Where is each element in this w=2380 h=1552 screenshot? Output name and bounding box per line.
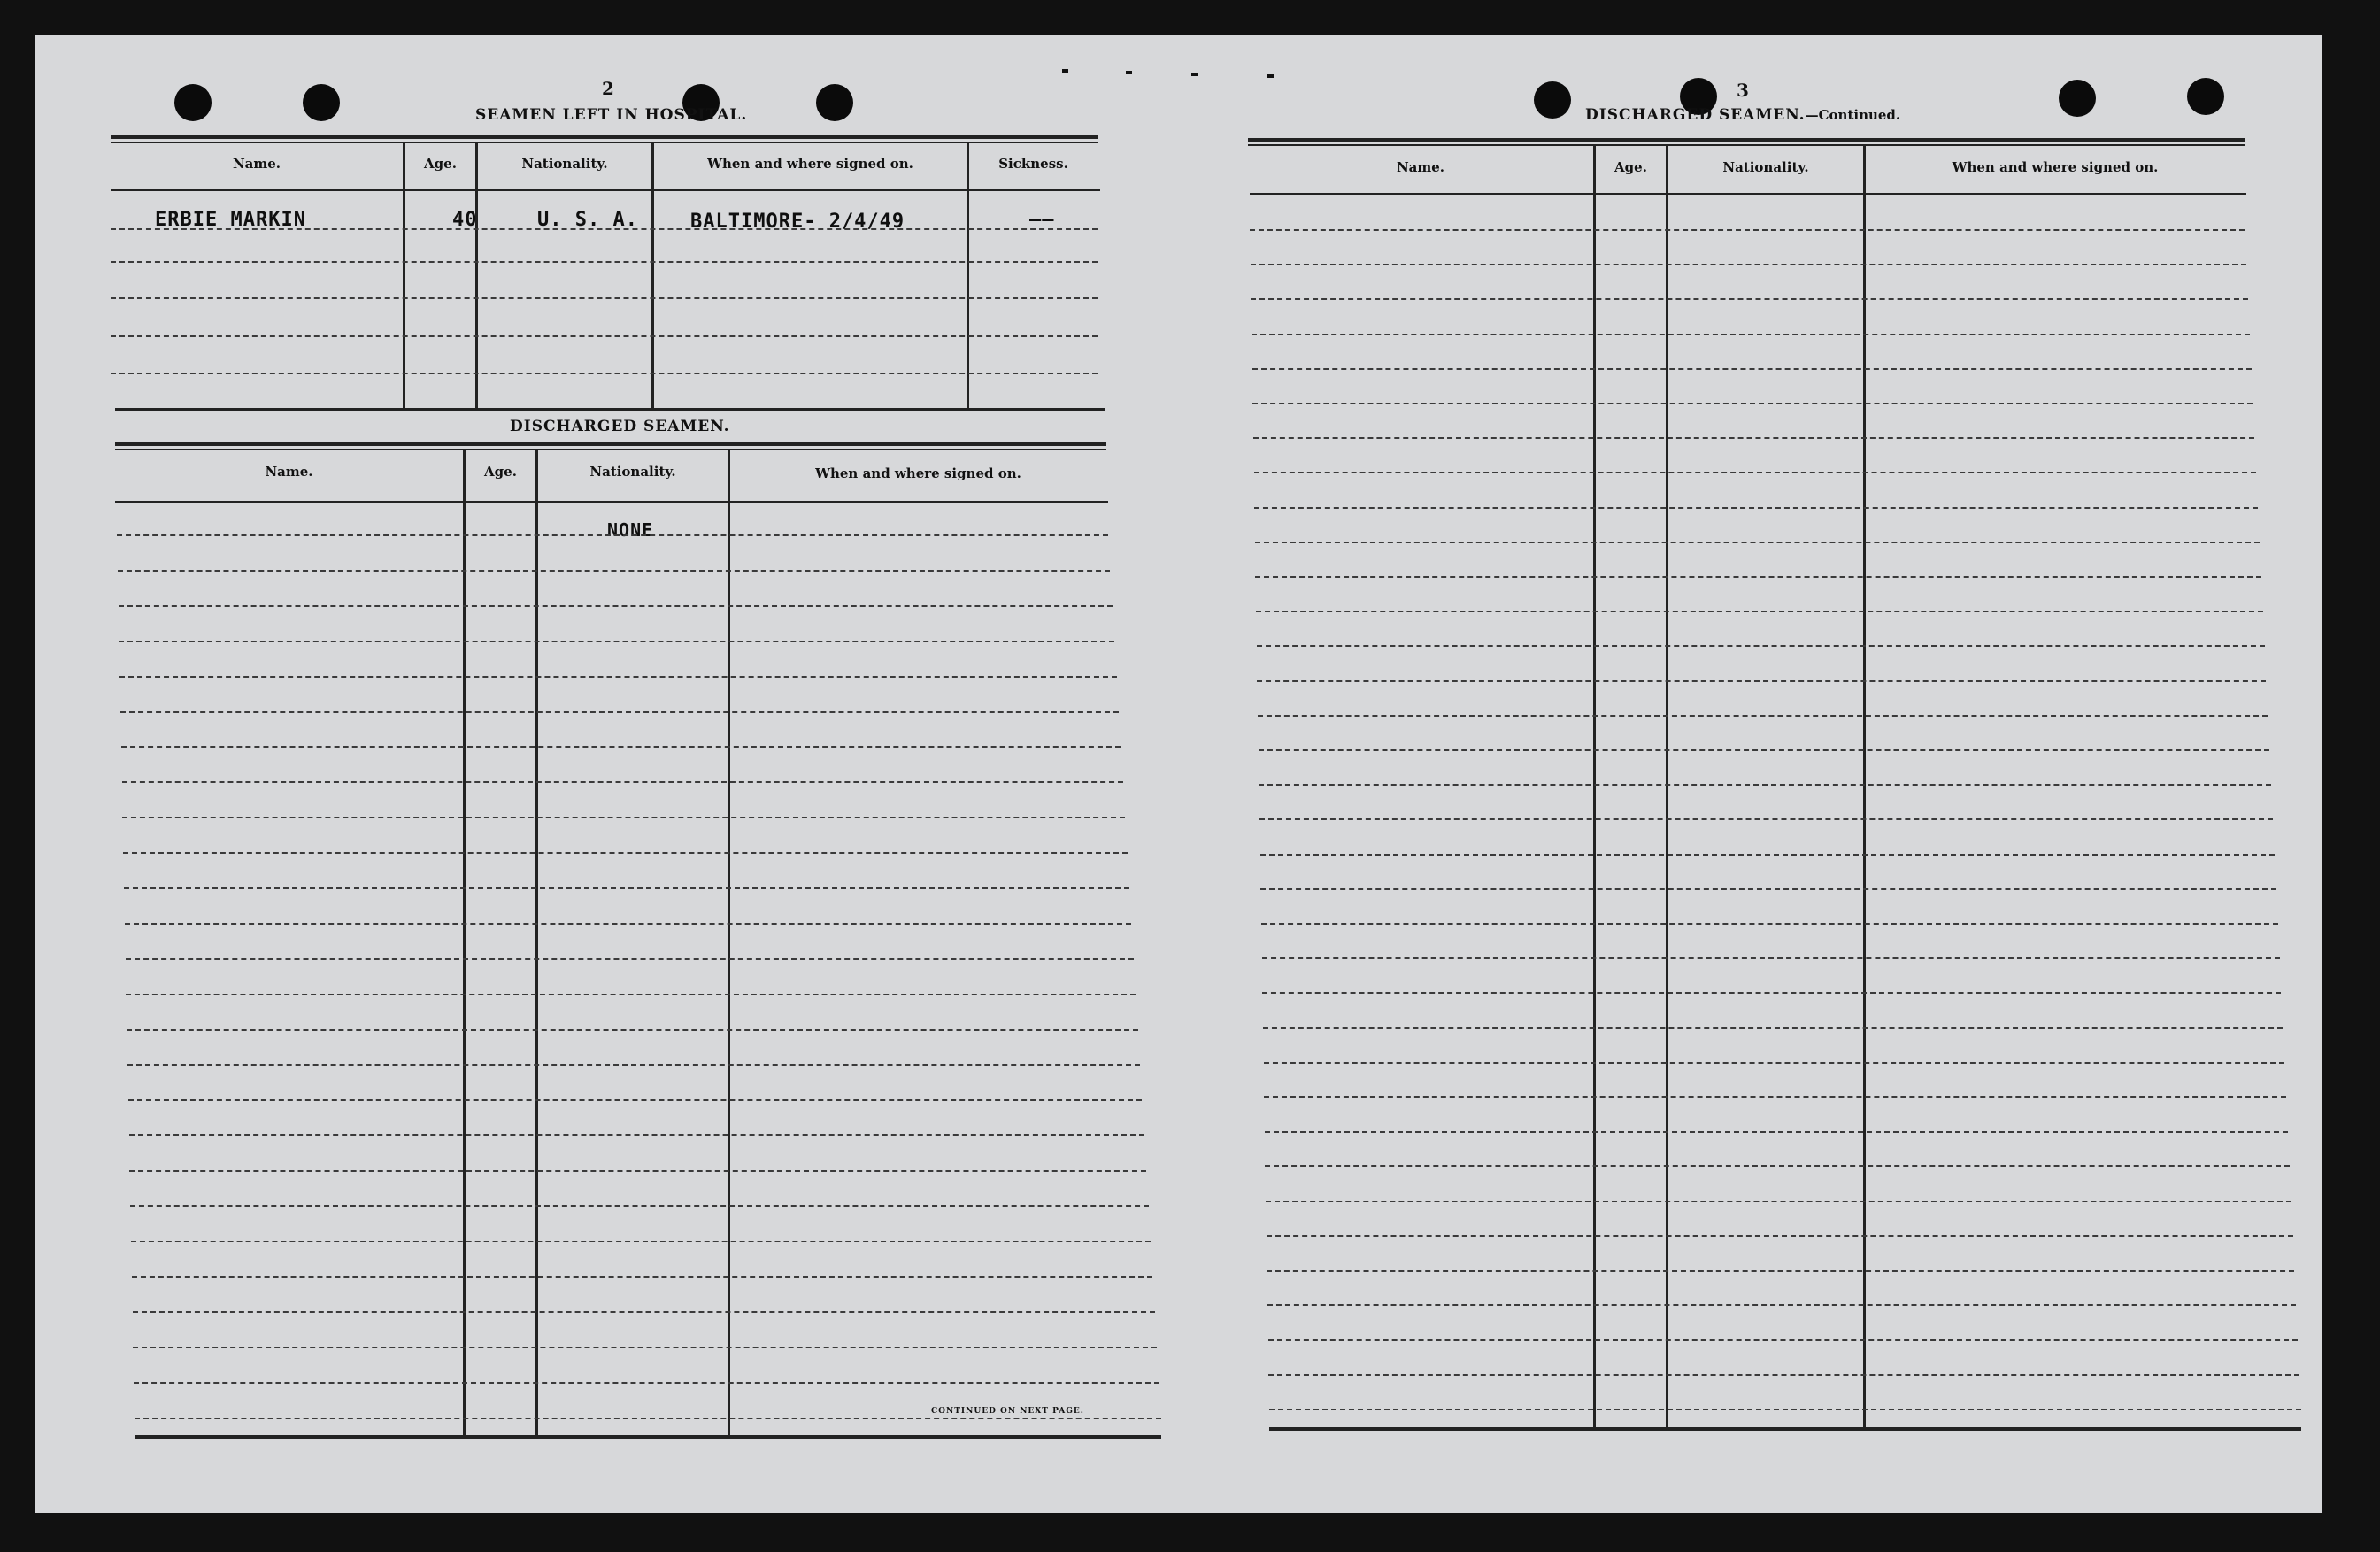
entry-line <box>1251 298 2247 300</box>
punch-hole <box>174 84 212 121</box>
entry-line <box>118 570 1111 572</box>
hospital-row-sickness: —— <box>1029 209 1055 231</box>
header-nationality: Nationality. <box>521 156 608 172</box>
entry-line <box>1269 1409 2301 1410</box>
rule <box>1248 138 2245 142</box>
entry-line <box>1262 957 2280 959</box>
ink-speck <box>1126 71 1132 74</box>
punch-hole <box>1534 81 1571 119</box>
header-nationality: Nationality. <box>1722 159 1809 175</box>
entry-line <box>127 1029 1137 1031</box>
entry-line <box>1266 1201 2291 1202</box>
column-divider <box>728 450 730 1436</box>
rule <box>111 189 1100 191</box>
entry-line <box>1264 1096 2286 1098</box>
entry-line <box>129 1170 1146 1172</box>
entry-line <box>111 335 1098 337</box>
rule <box>115 501 1108 503</box>
right-page-title-main: DISCHARGED SEAMEN. <box>1585 106 1806 124</box>
entry-line <box>119 676 1116 678</box>
hospital-row-nationality: U. S. A. <box>537 209 638 231</box>
entry-line <box>126 958 1134 960</box>
entry-line <box>1263 1027 2283 1029</box>
entry-line <box>123 852 1127 854</box>
entry-line <box>1252 403 2253 404</box>
rule <box>135 1435 1161 1439</box>
column-divider <box>403 143 405 409</box>
rule <box>1250 193 2246 195</box>
header-name: Name. <box>232 156 281 172</box>
entry-line <box>1256 611 2263 612</box>
entry-line <box>111 261 1098 263</box>
entry-line <box>1260 854 2275 856</box>
entry-line <box>134 1382 1159 1384</box>
rule <box>111 135 1098 139</box>
entry-line <box>111 373 1098 374</box>
entry-line <box>1251 264 2246 265</box>
discharged-entry-none: NONE <box>607 519 654 541</box>
entry-line <box>111 297 1098 299</box>
header-signed-on: When and where signed on. <box>815 465 1021 481</box>
entry-line <box>135 1418 1161 1419</box>
entry-line <box>133 1311 1155 1313</box>
right-page-title <box>1585 106 1900 124</box>
entry-line <box>117 534 1108 536</box>
punch-hole <box>2187 78 2224 115</box>
entry-line <box>1265 1131 2288 1133</box>
entry-line <box>122 817 1125 818</box>
ink-speck <box>1062 69 1068 73</box>
entry-line <box>1250 229 2245 231</box>
entry-line <box>129 1134 1144 1136</box>
entry-line <box>1252 368 2252 370</box>
entry-line <box>1260 888 2276 890</box>
entry-line <box>119 605 1113 607</box>
entry-line <box>1254 507 2258 509</box>
column-divider <box>535 450 538 1436</box>
entry-line <box>1268 1374 2299 1376</box>
entry-line <box>1265 1165 2289 1167</box>
header-sickness: Sickness. <box>998 156 1068 172</box>
entry-line <box>1253 437 2254 439</box>
hospital-row-signed-on: BALTIMORE- 2/4/49 <box>690 211 905 233</box>
entry-line <box>124 887 1129 889</box>
ink-speck <box>1191 73 1198 76</box>
entry-line <box>125 923 1132 925</box>
header-age: Age. <box>424 156 457 172</box>
rule <box>115 442 1106 446</box>
rule <box>115 408 1105 411</box>
column-divider <box>475 143 478 409</box>
entry-line <box>120 711 1119 713</box>
column-divider <box>967 143 969 409</box>
ink-speck <box>1267 74 1274 78</box>
header-signed-on: When and where signed on. <box>1952 159 2159 175</box>
entry-line <box>131 1241 1151 1242</box>
punch-hole <box>816 84 853 121</box>
entry-line <box>1267 1304 2296 1306</box>
entry-line <box>1262 992 2281 994</box>
entry-line <box>1264 1062 2285 1064</box>
document-sheet <box>35 35 2322 1513</box>
hospital-section-title: SEAMEN LEFT IN HOSPITAL. <box>475 106 748 124</box>
entry-line <box>122 781 1123 783</box>
header-age: Age. <box>484 464 517 480</box>
header-name: Name. <box>1396 159 1445 175</box>
entry-line <box>1259 749 2270 751</box>
rule <box>115 449 1106 450</box>
header-nationality: Nationality. <box>589 464 676 480</box>
entry-line <box>132 1276 1153 1278</box>
header-age: Age. <box>1614 159 1647 175</box>
page-number-right: 3 <box>1737 80 1749 101</box>
column-divider <box>463 450 466 1436</box>
entry-line <box>126 994 1136 995</box>
entry-line <box>130 1205 1148 1207</box>
punch-hole <box>2059 80 2096 117</box>
hospital-row-age: 40 <box>452 209 478 231</box>
right-page-title-suffix: —Continued. <box>1805 107 1901 123</box>
header-name: Name. <box>265 464 313 480</box>
entry-line <box>1252 334 2250 335</box>
entry-line <box>128 1099 1143 1101</box>
entry-line <box>133 1347 1157 1348</box>
entry-line <box>1259 784 2271 786</box>
entry-line <box>1267 1270 2294 1272</box>
continued-note: CONTINUED ON NEXT PAGE. <box>931 1407 1084 1416</box>
entry-line <box>1255 576 2261 578</box>
entry-line <box>1261 923 2278 925</box>
entry-line <box>1267 1235 2293 1237</box>
rule <box>1248 144 2245 146</box>
rule <box>111 142 1098 143</box>
entry-line <box>1254 472 2257 473</box>
entry-line <box>1257 680 2266 682</box>
entry-line <box>119 641 1114 642</box>
entry-line <box>1268 1339 2299 1341</box>
entry-line <box>121 746 1121 748</box>
header-signed-on: When and where signed on. <box>707 156 913 172</box>
entry-line <box>1257 645 2265 647</box>
entry-line <box>127 1064 1140 1066</box>
entry-line <box>1258 715 2268 717</box>
column-divider <box>651 143 654 409</box>
entry-line <box>1255 542 2260 543</box>
entry-line <box>1259 818 2273 820</box>
punch-hole <box>303 84 340 121</box>
hospital-row-name: ERBIE MARKIN <box>155 209 306 231</box>
discharged-section-title: DISCHARGED SEAMEN. <box>510 418 730 435</box>
page-number-left: 2 <box>602 78 614 99</box>
rule <box>1269 1427 2301 1431</box>
